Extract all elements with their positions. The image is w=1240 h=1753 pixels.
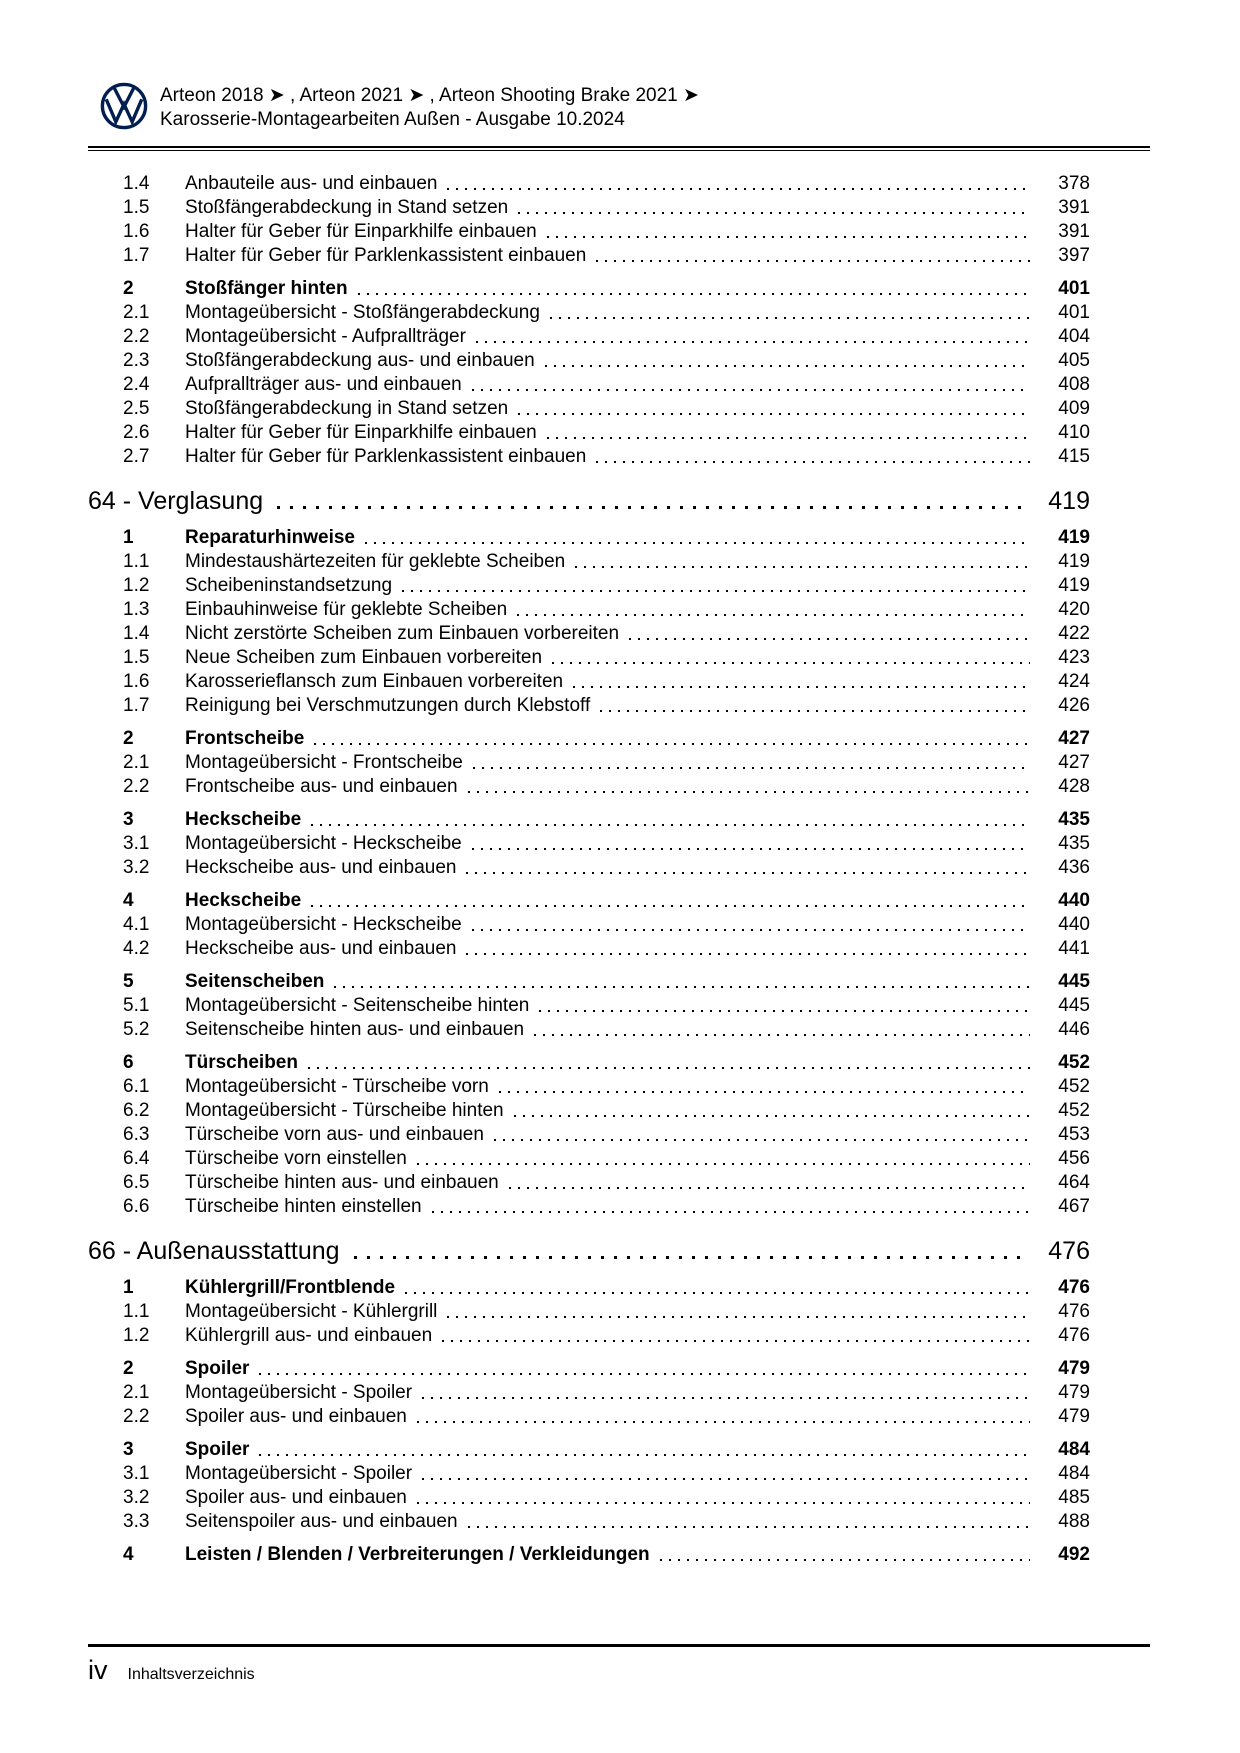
toc-entry-title: Heckscheibe [185,809,302,830]
dot-leader [259,1454,1030,1456]
toc-entry[interactable] [88,445,1090,469]
dot-leader [517,614,1030,616]
toc-entry[interactable] [88,301,1090,325]
toc-entry-number: 1.5 [123,197,150,218]
toc-entry-number: 3 [123,809,134,830]
dot-leader [447,188,1030,190]
toc-entry-number: 6.6 [123,1196,150,1217]
toc-entry-number: 1.2 [123,575,150,596]
toc-entry[interactable] [88,1171,1090,1195]
toc-entry-title: Scheibeninstandsetzung [185,575,393,596]
toc-entry-page: 488 [1058,1511,1090,1532]
dot-leader [547,236,1030,238]
toc-entry-title: Montageübersicht - Heckscheibe [185,833,462,854]
toc-entry[interactable] [88,277,1090,301]
dot-leader [476,341,1030,343]
toc-entry[interactable] [88,913,1090,937]
toc-entry[interactable] [88,1075,1090,1099]
toc-entry[interactable] [88,1276,1090,1300]
toc-entry-title: Halter für Geber für Parklenkassistent einbauen [185,245,587,266]
toc-entry[interactable] [88,550,1090,574]
vw-logo-icon [100,82,148,130]
toc-entry-number: 1 [123,527,134,548]
dot-leader [365,542,1030,544]
toc-entry-title: Türscheibe vorn einstellen [185,1148,407,1169]
toc-entry[interactable] [88,1195,1090,1219]
toc-entry[interactable] [88,172,1090,196]
toc-entry-title: Montageübersicht - Spoiler [185,1463,413,1484]
footer-rule [88,1644,1150,1647]
dot-leader [534,1034,1030,1036]
toc-entry-number: 1.2 [123,1325,150,1346]
toc-entry-page: 401 [1058,278,1090,299]
toc-entry-number: 1.6 [123,221,150,242]
dot-leader [468,791,1030,793]
toc-entry[interactable] [88,646,1090,670]
dot-leader [573,686,1030,688]
toc-entry-number: 2.4 [123,374,150,395]
toc-entry-page: 391 [1058,197,1090,218]
toc-entry[interactable] [88,1123,1090,1147]
toc-chapter-heading[interactable] [88,1235,1090,1267]
toc-entry[interactable] [88,1324,1090,1348]
dot-leader [499,1091,1030,1093]
header-models-line: Arteon 2018 ➤ , Arteon 2021 ➤ , Arteon Shooting Brake 2021 ➤ [160,85,699,106]
toc-entry-page: 427 [1058,728,1090,749]
toc-entry-title: Halter für Geber für Einparkhilfe einbauen [185,422,537,443]
toc-entry-title: Stoßfängerabdeckung aus- und einbauen [185,350,535,371]
toc-entry-page: 476 [1058,1301,1090,1322]
toc-entry[interactable] [88,1147,1090,1171]
toc-entry[interactable] [88,373,1090,397]
toc-entry[interactable] [88,244,1090,268]
toc-entry[interactable] [88,349,1090,373]
toc-entry-title: Seitenscheiben [185,971,325,992]
toc-entry-title: Heckscheibe [185,890,302,911]
toc-entry[interactable] [88,421,1090,445]
toc-entry-number: 1.1 [123,1301,150,1322]
dot-leader [550,317,1030,319]
toc-entry-page: 479 [1058,1358,1090,1379]
toc-entry-title: Montageübersicht - Spoiler [185,1382,413,1403]
toc-entry-title: Frontscheibe [185,728,305,749]
dot-leader [402,590,1030,592]
toc-entry-title: Heckscheibe aus- und einbauen [185,938,457,959]
toc-entry[interactable] [88,670,1090,694]
toc-entry-title: Spoiler aus- und einbauen [185,1406,407,1427]
toc-entry[interactable] [88,856,1090,880]
footer-section-label: Inhaltsverzeichnis [127,1666,255,1683]
toc-entry-number: 3.3 [123,1511,150,1532]
toc-entry-page: 423 [1058,647,1090,668]
toc-entry-page: 419 [1058,551,1090,572]
toc-entry-page: 479 [1058,1406,1090,1427]
toc-entry-number: 6.2 [123,1100,150,1121]
toc-entry-title: Karosserieflansch zum Einbauen vorbereiten [185,671,564,692]
toc-entry-page: 479 [1058,1382,1090,1403]
toc-entry-page: 419 [1058,575,1090,596]
toc-entry[interactable] [88,889,1090,913]
toc-entry[interactable] [88,1438,1090,1462]
toc-entry-page: 445 [1058,995,1090,1016]
toc-entry-page: 485 [1058,1487,1090,1508]
toc-entry-title: Montageübersicht - Stoßfängerabdeckung [185,302,540,323]
toc-entry-page: 452 [1058,1076,1090,1097]
toc-entry-title: Kühlergrill aus- und einbauen [185,1325,433,1346]
dot-leader [629,638,1030,640]
toc-entry[interactable] [88,808,1090,832]
dot-leader [518,413,1030,415]
header-subtitle-line: Karosserie-Montagearbeiten Außen - Ausgabe 10.2024 [160,109,625,130]
toc-entry-page: 409 [1058,398,1090,419]
toc-entry-page: 452 [1058,1100,1090,1121]
toc-entry-number: 2 [123,728,134,749]
toc-entry-number: 6.3 [123,1124,150,1145]
toc-entry-title: Mindestaushärtezeiten für geklebte Scheiben [185,551,566,572]
dot-leader [600,710,1030,712]
toc-entry-number: 6.4 [123,1148,150,1169]
toc-entry-page: 422 [1058,623,1090,644]
toc-entry-number: 1.3 [123,599,150,620]
toc-entry-title: Anbauteile aus- und einbauen [185,173,438,194]
dot-leader [277,506,1024,509]
toc-entry-title: Reinigung bei Verschmutzungen durch Klebstoff [185,695,591,716]
toc-chapter-heading[interactable] [88,485,1090,517]
toc-entry-page: 397 [1058,245,1090,266]
toc-entry-title: Kühlergrill/Frontblende [185,1277,396,1298]
toc-entry-number: 6 [123,1052,134,1073]
toc-entry-title: Montageübersicht - Türscheibe vorn [185,1076,489,1097]
toc-entry-title: Spoiler [185,1439,250,1460]
dot-leader [547,437,1030,439]
dot-leader [311,824,1030,826]
toc-entry-page: 445 [1058,971,1090,992]
toc-entry-number: 2.1 [123,752,150,773]
dot-leader [259,1373,1030,1375]
toc-entry-page: 420 [1058,599,1090,620]
toc-entry[interactable] [88,220,1090,244]
toc-entry-number: 4.1 [123,914,150,935]
toc-entry-page: 464 [1058,1172,1090,1193]
toc-entry-number: 6.5 [123,1172,150,1193]
toc-entry-title: Halter für Geber für Parklenkassistent einbauen [185,446,587,467]
toc-entry-number: 1.4 [123,623,150,644]
toc-entry-page: 410 [1058,422,1090,443]
toc-entry-title: Türscheibe vorn aus- und einbauen [185,1124,484,1145]
dot-leader [417,1421,1030,1423]
toc-entry-title: Aufprallträger aus- und einbauen [185,374,462,395]
toc-entry[interactable] [88,622,1090,646]
toc-entry[interactable] [88,1543,1090,1567]
dot-leader [472,848,1030,850]
toc-entry-page: 467 [1058,1196,1090,1217]
toc-entry-page: 484 [1058,1439,1090,1460]
toc-entry-page: 446 [1058,1019,1090,1040]
toc-entry-page: 428 [1058,776,1090,797]
toc-entry-number: 3.1 [123,833,150,854]
toc-entry-number: 3 [123,1439,134,1460]
toc-entry-title: Stoßfänger hinten [185,278,348,299]
toc-entry-title: Neue Scheiben zum Einbauen vorbereiten [185,647,543,668]
toc-entry-page: 441 [1058,938,1090,959]
dot-leader [472,929,1030,931]
dot-leader [660,1559,1030,1561]
toc-entry[interactable] [88,574,1090,598]
dot-leader [354,1256,1024,1259]
dot-leader [358,293,1030,295]
toc-entry-number: 2.6 [123,422,150,443]
dot-leader [545,365,1030,367]
toc-entry-title: Nicht zerstörte Scheiben zum Einbauen vorbereiten [185,623,620,644]
toc-entry-page: 476 [1058,1277,1090,1298]
toc-entry[interactable] [88,970,1090,994]
toc-entry-title: Heckscheibe aus- und einbauen [185,857,457,878]
toc-entry-title: Leisten / Blenden / Verbreiterungen / Verkleidungen [185,1544,650,1565]
toc-entry-page: 419 [1058,527,1090,548]
toc-entry-number: 3.2 [123,1487,150,1508]
toc-chapter-page: 419 [1048,487,1090,515]
toc-entry-number: 6.1 [123,1076,150,1097]
toc-entry[interactable] [88,1405,1090,1429]
toc-entry-page: 424 [1058,671,1090,692]
toc-entry-number: 3.2 [123,857,150,878]
dot-leader [405,1292,1030,1294]
toc-entry-number: 2.2 [123,326,150,347]
toc-entry-title: Spoiler [185,1358,250,1379]
toc-entry-number: 1.7 [123,695,150,716]
toc-entry-page: 378 [1058,173,1090,194]
dot-leader [442,1340,1030,1342]
dot-leader [509,1187,1030,1189]
footer-page-number: iv [88,1655,108,1685]
dot-leader [311,905,1030,907]
dot-leader [539,1010,1030,1012]
toc-entry-title: Türscheibe hinten aus- und einbauen [185,1172,499,1193]
dot-leader [422,1478,1030,1480]
toc-entry-page: 453 [1058,1124,1090,1145]
toc-entry-page: 435 [1058,833,1090,854]
toc-entry-title: Halter für Geber für Einparkhilfe einbauen [185,221,537,242]
toc-entry-title: Frontscheibe aus- und einbauen [185,776,458,797]
toc-entry[interactable] [88,196,1090,220]
toc-entry-number: 1.5 [123,647,150,668]
toc-entry[interactable] [88,1018,1090,1042]
toc-entry-title: Montageübersicht - Seitenscheibe hinten [185,995,530,1016]
toc-entry-title: Montageübersicht - Türscheibe hinten [185,1100,504,1121]
toc-entry-number: 4.2 [123,938,150,959]
toc-entry-number: 2.3 [123,350,150,371]
dot-leader [473,767,1030,769]
toc-entry-title: Einbauhinweise für geklebte Scheiben [185,599,508,620]
dot-leader [575,566,1030,568]
toc-entry-page: 484 [1058,1463,1090,1484]
toc-entry-number: 2.2 [123,776,150,797]
dot-leader [466,872,1030,874]
dot-leader [334,986,1030,988]
toc-entry-number: 4 [123,890,134,911]
toc-entry-number: 1 [123,1277,134,1298]
dot-leader [447,1316,1030,1318]
toc-entry[interactable] [88,1486,1090,1510]
toc-entry-title: Montageübersicht - Kühlergrill [185,1301,438,1322]
page-header [100,82,699,132]
toc-entry-page: 427 [1058,752,1090,773]
dot-leader [417,1502,1030,1504]
toc-entry[interactable] [88,1510,1090,1534]
toc-entry-number: 3.1 [123,1463,150,1484]
table-of-contents [88,172,1150,1567]
toc-entry-page: 391 [1058,221,1090,242]
toc-chapter-page: 476 [1048,1237,1090,1265]
toc-entry-page: 452 [1058,1052,1090,1073]
toc-entry-number: 2.2 [123,1406,150,1427]
dot-leader [518,212,1030,214]
toc-entry-number: 1.7 [123,245,150,266]
toc-entry[interactable] [88,937,1090,961]
dot-leader [422,1397,1030,1399]
toc-entry-page: 440 [1058,914,1090,935]
toc-entry-number: 4 [123,1544,134,1565]
toc-entry-title: Stoßfängerabdeckung in Stand setzen [185,197,509,218]
dot-leader [596,461,1030,463]
toc-entry-number: 2 [123,278,134,299]
dot-leader [596,260,1030,262]
toc-entry-title: Stoßfängerabdeckung in Stand setzen [185,398,509,419]
toc-entry-page: 415 [1058,446,1090,467]
toc-entry[interactable] [88,1051,1090,1075]
toc-entry-title: Montageübersicht - Frontscheibe [185,752,463,773]
toc-entry[interactable] [88,1099,1090,1123]
toc-entry-title: Türscheibe hinten einstellen [185,1196,422,1217]
toc-entry-page: 426 [1058,695,1090,716]
toc-entry-page: 405 [1058,350,1090,371]
toc-entry[interactable] [88,598,1090,622]
dot-leader [466,953,1030,955]
toc-entry[interactable] [88,751,1090,775]
toc-entry[interactable] [88,526,1090,550]
toc-entry-number: 2.7 [123,446,150,467]
toc-entry-page: 435 [1058,809,1090,830]
toc-entry-title: Seitenscheibe hinten aus- und einbauen [185,1019,525,1040]
toc-entry[interactable] [88,775,1090,799]
toc-entry[interactable] [88,1300,1090,1324]
dot-leader [514,1115,1030,1117]
toc-entry-page: 436 [1058,857,1090,878]
toc-entry[interactable] [88,832,1090,856]
toc-entry-title: Montageübersicht - Heckscheibe [185,914,462,935]
toc-entry-page: 492 [1058,1544,1090,1565]
toc-entry[interactable] [88,1381,1090,1405]
dot-leader [472,389,1030,391]
toc-entry[interactable] [88,694,1090,718]
toc-entry-number: 5 [123,971,134,992]
toc-entry-number: 1.6 [123,671,150,692]
toc-entry-number: 2 [123,1358,134,1379]
dot-leader [308,1067,1030,1069]
toc-entry-number: 2.5 [123,398,150,419]
toc-entry[interactable] [88,1462,1090,1486]
toc-entry-page: 476 [1058,1325,1090,1346]
toc-entry-page: 456 [1058,1148,1090,1169]
dot-leader [552,662,1030,664]
toc-entry-number: 1.4 [123,173,150,194]
toc-entry-title: Reparaturhinweise [185,527,355,548]
toc-chapter-title: 66 - Außenausstattung [88,1237,340,1265]
toc-entry[interactable] [88,1357,1090,1381]
toc-entry[interactable] [88,727,1090,751]
dot-leader [314,743,1030,745]
toc-entry-number: 5.2 [123,1019,150,1040]
toc-entry-page: 401 [1058,302,1090,323]
toc-entry[interactable] [88,994,1090,1018]
header-rule [88,146,1150,151]
toc-entry[interactable] [88,397,1090,421]
toc-entry-number: 1.1 [123,551,150,572]
dot-leader [468,1526,1030,1528]
toc-entry-page: 408 [1058,374,1090,395]
toc-entry-page: 440 [1058,890,1090,911]
page-footer [88,1644,1150,1685]
toc-entry-title: Spoiler aus- und einbauen [185,1487,407,1508]
toc-entry-title: Türscheiben [185,1052,298,1073]
toc-entry-title: Seitenspoiler aus- und einbauen [185,1511,458,1532]
toc-entry[interactable] [88,325,1090,349]
toc-chapter-title: 64 - Verglasung [88,487,264,515]
toc-entry-page: 404 [1058,326,1090,347]
dot-leader [494,1139,1030,1141]
dot-leader [432,1211,1030,1213]
toc-entry-number: 2.1 [123,1382,150,1403]
toc-entry-title: Montageübersicht - Aufprallträger [185,326,466,347]
toc-entry-number: 2.1 [123,302,150,323]
toc-entry-number: 5.1 [123,995,150,1016]
dot-leader [417,1163,1030,1165]
